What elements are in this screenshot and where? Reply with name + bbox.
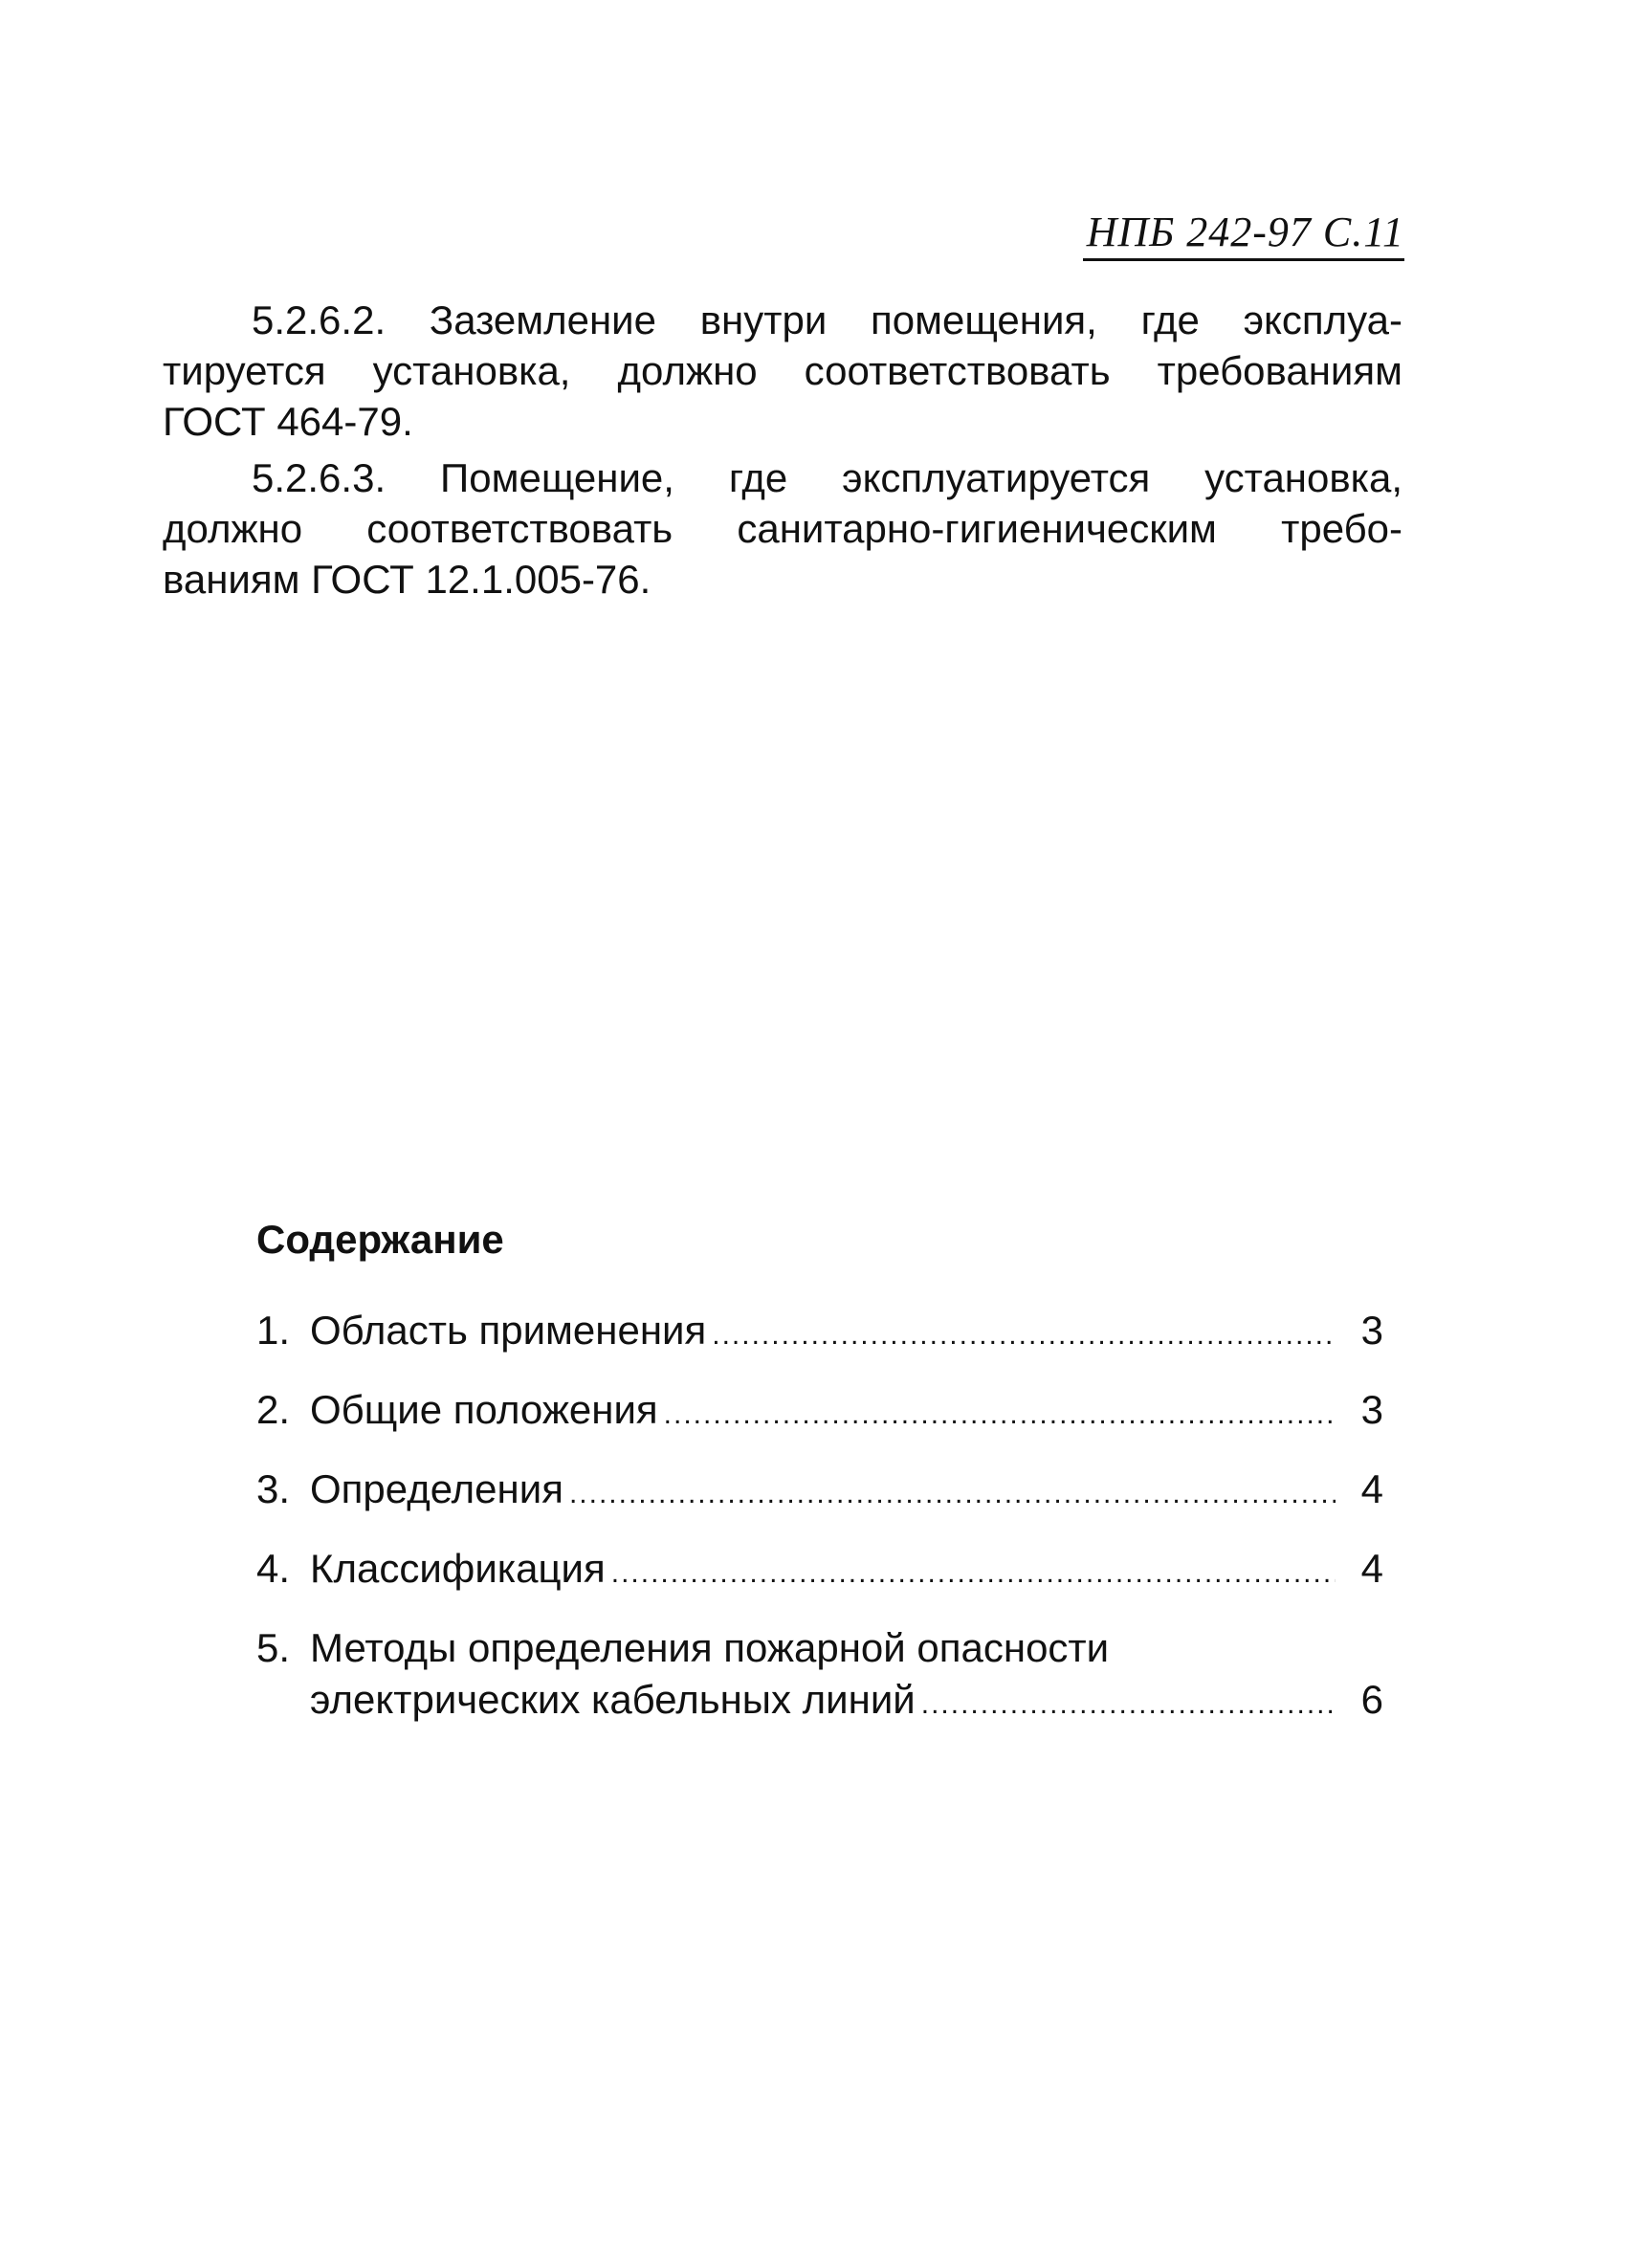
paragraph-line: ГОСТ 464-79. xyxy=(163,399,413,444)
paragraph-line: 5.2.6.3. Помещение, где эксплуатируется установка, xyxy=(252,455,1402,500)
toc-item-label: Методы определения пожарной опасности xyxy=(310,1625,1110,1670)
paragraph-5-2-6-3 xyxy=(163,452,1402,605)
toc-item-page: 4 xyxy=(1360,1546,1383,1591)
toc-item-label: Общие положения xyxy=(310,1387,658,1432)
toc-item-label: Область применения xyxy=(310,1308,707,1353)
toc-leader-dots xyxy=(712,1310,1336,1361)
toc-item-label-continuation: электрических кабельных линий xyxy=(310,1677,916,1722)
toc-item-number: 3. xyxy=(256,1466,291,1511)
toc-item[interactable] xyxy=(256,1464,1383,1520)
paragraph-line: ваниям ГОСТ 12.1.005-76. xyxy=(163,557,651,602)
toc-item[interactable] xyxy=(256,1622,1383,1730)
toc-item[interactable] xyxy=(256,1384,1383,1441)
toc-item-number: 5. xyxy=(256,1625,291,1670)
paragraph-line: должно соответствовать санитарно-гигиеническим требо- xyxy=(163,506,1402,551)
body-text xyxy=(163,295,1402,610)
toc-title: Содержание xyxy=(256,1217,504,1262)
toc-list xyxy=(256,1305,1383,1730)
toc-leader-dots xyxy=(569,1468,1336,1520)
toc-leader-dots xyxy=(611,1548,1336,1599)
toc-item-page: 3 xyxy=(1360,1387,1383,1432)
toc-item[interactable] xyxy=(256,1543,1383,1599)
toc-item-page: 4 xyxy=(1360,1466,1383,1511)
toc-item-number: 4. xyxy=(256,1546,291,1591)
toc-item-number: 2. xyxy=(256,1387,291,1432)
paragraph-line: 5.2.6.2. Заземление внутри помещения, где эксплуа- xyxy=(252,297,1402,342)
toc-item[interactable] xyxy=(256,1305,1383,1361)
toc-item-page: 3 xyxy=(1360,1308,1383,1353)
toc-item-label: Классификация xyxy=(310,1546,606,1591)
toc-item-page: 6 xyxy=(1360,1677,1383,1722)
paragraph-line: тируется установка, должно соответствовать требованиям xyxy=(163,348,1402,393)
toc-leader-dots xyxy=(921,1679,1336,1730)
paragraph-5-2-6-2 xyxy=(163,295,1402,447)
toc-item-label: Определения xyxy=(310,1466,563,1511)
toc-leader-dots xyxy=(664,1389,1336,1441)
table-of-contents xyxy=(256,1213,1383,1753)
toc-item-number: 1. xyxy=(256,1308,291,1353)
running-header: НПБ 242-97 С.11 xyxy=(1083,209,1404,261)
